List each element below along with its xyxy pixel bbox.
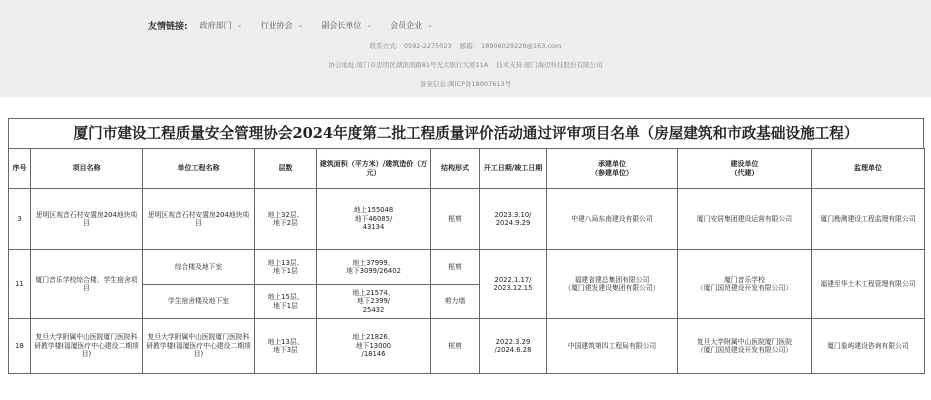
cell-area: 地上37999、 地下3099/26402 xyxy=(317,250,431,285)
cell-unit-name: 思明区观音石村安置房204地块项目 xyxy=(143,189,255,250)
header-dates: 开工日期/竣工日期 xyxy=(480,149,547,189)
table-row xyxy=(9,319,925,374)
header-project-name: 项目名称 xyxy=(31,149,143,189)
cell-floors: 地上13层、 地下1层 xyxy=(255,250,317,285)
cell-dates: 2022.1.17/ 2023.12.15 xyxy=(480,250,547,319)
cell-contractor: 福建省建总集团有限公司 （厦门建发建设集团有限公司） xyxy=(547,250,678,319)
contact-phone: 0592-2275023 xyxy=(403,42,452,50)
cell-unit-name: 学生宿舍楼及地下室 xyxy=(143,285,255,319)
header-unit-name: 单位工程名称 xyxy=(143,149,255,189)
link-dropdown-label: 副会长单位 xyxy=(321,20,362,30)
tech-support: 技术支持:厦门海迈科技股份有限公司 xyxy=(496,61,603,69)
cell-supervisor: 厦门象屿建设咨询有限公司 xyxy=(812,319,925,374)
cell-contractor: 中国建筑第四工程局有限公司 xyxy=(547,319,678,374)
header-contractor: 承建单位 （参建单位） xyxy=(547,149,678,189)
header-area: 建筑面积（平方米）/建筑造价（万元） xyxy=(317,149,431,189)
chevron-down-icon: ⌄ xyxy=(427,21,434,29)
cell-project-name: 厦门音乐学校综合楼、学生宿舍项目 xyxy=(31,250,143,319)
contact-info xyxy=(0,41,931,50)
address-info xyxy=(0,60,931,69)
cell-dates: 2022.3.29 /2024.6.28 xyxy=(480,319,547,374)
cell-area: 地上21826、 地下13000 /18146 xyxy=(317,319,431,374)
cell-floors: 地上32层、 地下2层 xyxy=(255,189,317,250)
link-dropdown-label: 会员企业 xyxy=(390,20,423,30)
cell-project-name: 思明区观音石村安置房204地块项目 xyxy=(31,189,143,250)
table-header-row xyxy=(9,149,925,189)
table-row xyxy=(9,250,925,285)
cell-structure: 框剪 xyxy=(431,250,480,285)
contact-label: 联系方式: xyxy=(369,42,398,50)
cell-seq: 3 xyxy=(9,189,31,250)
link-dropdown-associations[interactable] xyxy=(260,20,303,31)
association-address: 协会地址:厦门市思明区湖滨南路81号光大银行大厦11A xyxy=(328,61,489,69)
cell-supervisor: 厦门勘测建设工程监理有限公司 xyxy=(812,189,925,250)
cell-floors: 地上13层、 地下3层 xyxy=(255,319,317,374)
cell-seq: 11 xyxy=(9,250,31,319)
document-title: 厦门市建设工程质量安全管理协会2024年度第二批工程质量评价活动通过评审项目名单（房屋建筑和市政基础设施工程） xyxy=(8,118,924,148)
cell-structure: 框剪 xyxy=(431,319,480,374)
cell-owner: 复旦大学附属中山医院厦门医院 （厦门国贸建设开发有限公司） xyxy=(678,319,812,374)
cell-unit-name: 复旦大学附属中山医院厦门医院科研教学楼(福厦医疗中心建设二期项目) xyxy=(143,319,255,374)
icp-record[interactable]: 备案信息:闽ICP备18007613号 xyxy=(419,80,512,88)
icp-info xyxy=(0,79,931,88)
cell-floors: 地上15层、 地下1层 xyxy=(255,285,317,319)
cell-unit-name: 综合楼及地下室 xyxy=(143,250,255,285)
cell-seq: 18 xyxy=(9,319,31,374)
cell-project-name: 复旦大学附属中山医院厦门医院科研教学楼(福厦医疗中心建设二期项目) xyxy=(31,319,143,374)
chevron-down-icon: ⌄ xyxy=(366,21,373,29)
cell-dates: 2023.3.10/ 2024.9.29 xyxy=(480,189,547,250)
cell-owner: 厦门安居集团建设运营有限公司 xyxy=(678,189,812,250)
link-dropdown-vice-presidents[interactable] xyxy=(321,20,372,31)
chevron-down-icon: ⌄ xyxy=(236,21,243,29)
link-dropdown-government[interactable] xyxy=(200,20,243,31)
cell-structure: 框剪 xyxy=(431,189,480,250)
header-seq: 序号 xyxy=(9,149,31,189)
friendly-links-title: 友情链接: xyxy=(148,21,188,32)
link-dropdown-members[interactable] xyxy=(390,20,433,31)
contact-email[interactable]: 18906029229@163.com xyxy=(480,42,562,50)
email-label: 邮箱: xyxy=(459,42,475,50)
header-floors: 层数 xyxy=(255,149,317,189)
header-supervisor: 监理单位 xyxy=(812,149,925,189)
header-structure: 结构形式 xyxy=(431,149,480,189)
footer-band xyxy=(0,0,931,97)
cell-supervisor: 福建至华土木工程管理有限公司 xyxy=(812,250,925,319)
friendly-links-bar xyxy=(148,18,451,32)
chevron-down-icon: ⌄ xyxy=(297,21,304,29)
project-table xyxy=(8,148,925,374)
link-dropdown-label: 政府部门 xyxy=(199,20,232,30)
table-row xyxy=(9,189,925,250)
link-dropdown-label: 行业协会 xyxy=(260,20,293,30)
header-owner: 建设单位 （代建） xyxy=(678,149,812,189)
cell-structure: 剪力墙 xyxy=(431,285,480,319)
cell-owner: 厦门音乐学校 （厦门国贸建设开发有限公司） xyxy=(678,250,812,319)
cell-area: 地上155048 地下46085/ 43134 xyxy=(317,189,431,250)
cell-contractor: 中建八局东南建设有限公司 xyxy=(547,189,678,250)
cell-area: 地上21574、 地下2399/ 25432 xyxy=(317,285,431,319)
